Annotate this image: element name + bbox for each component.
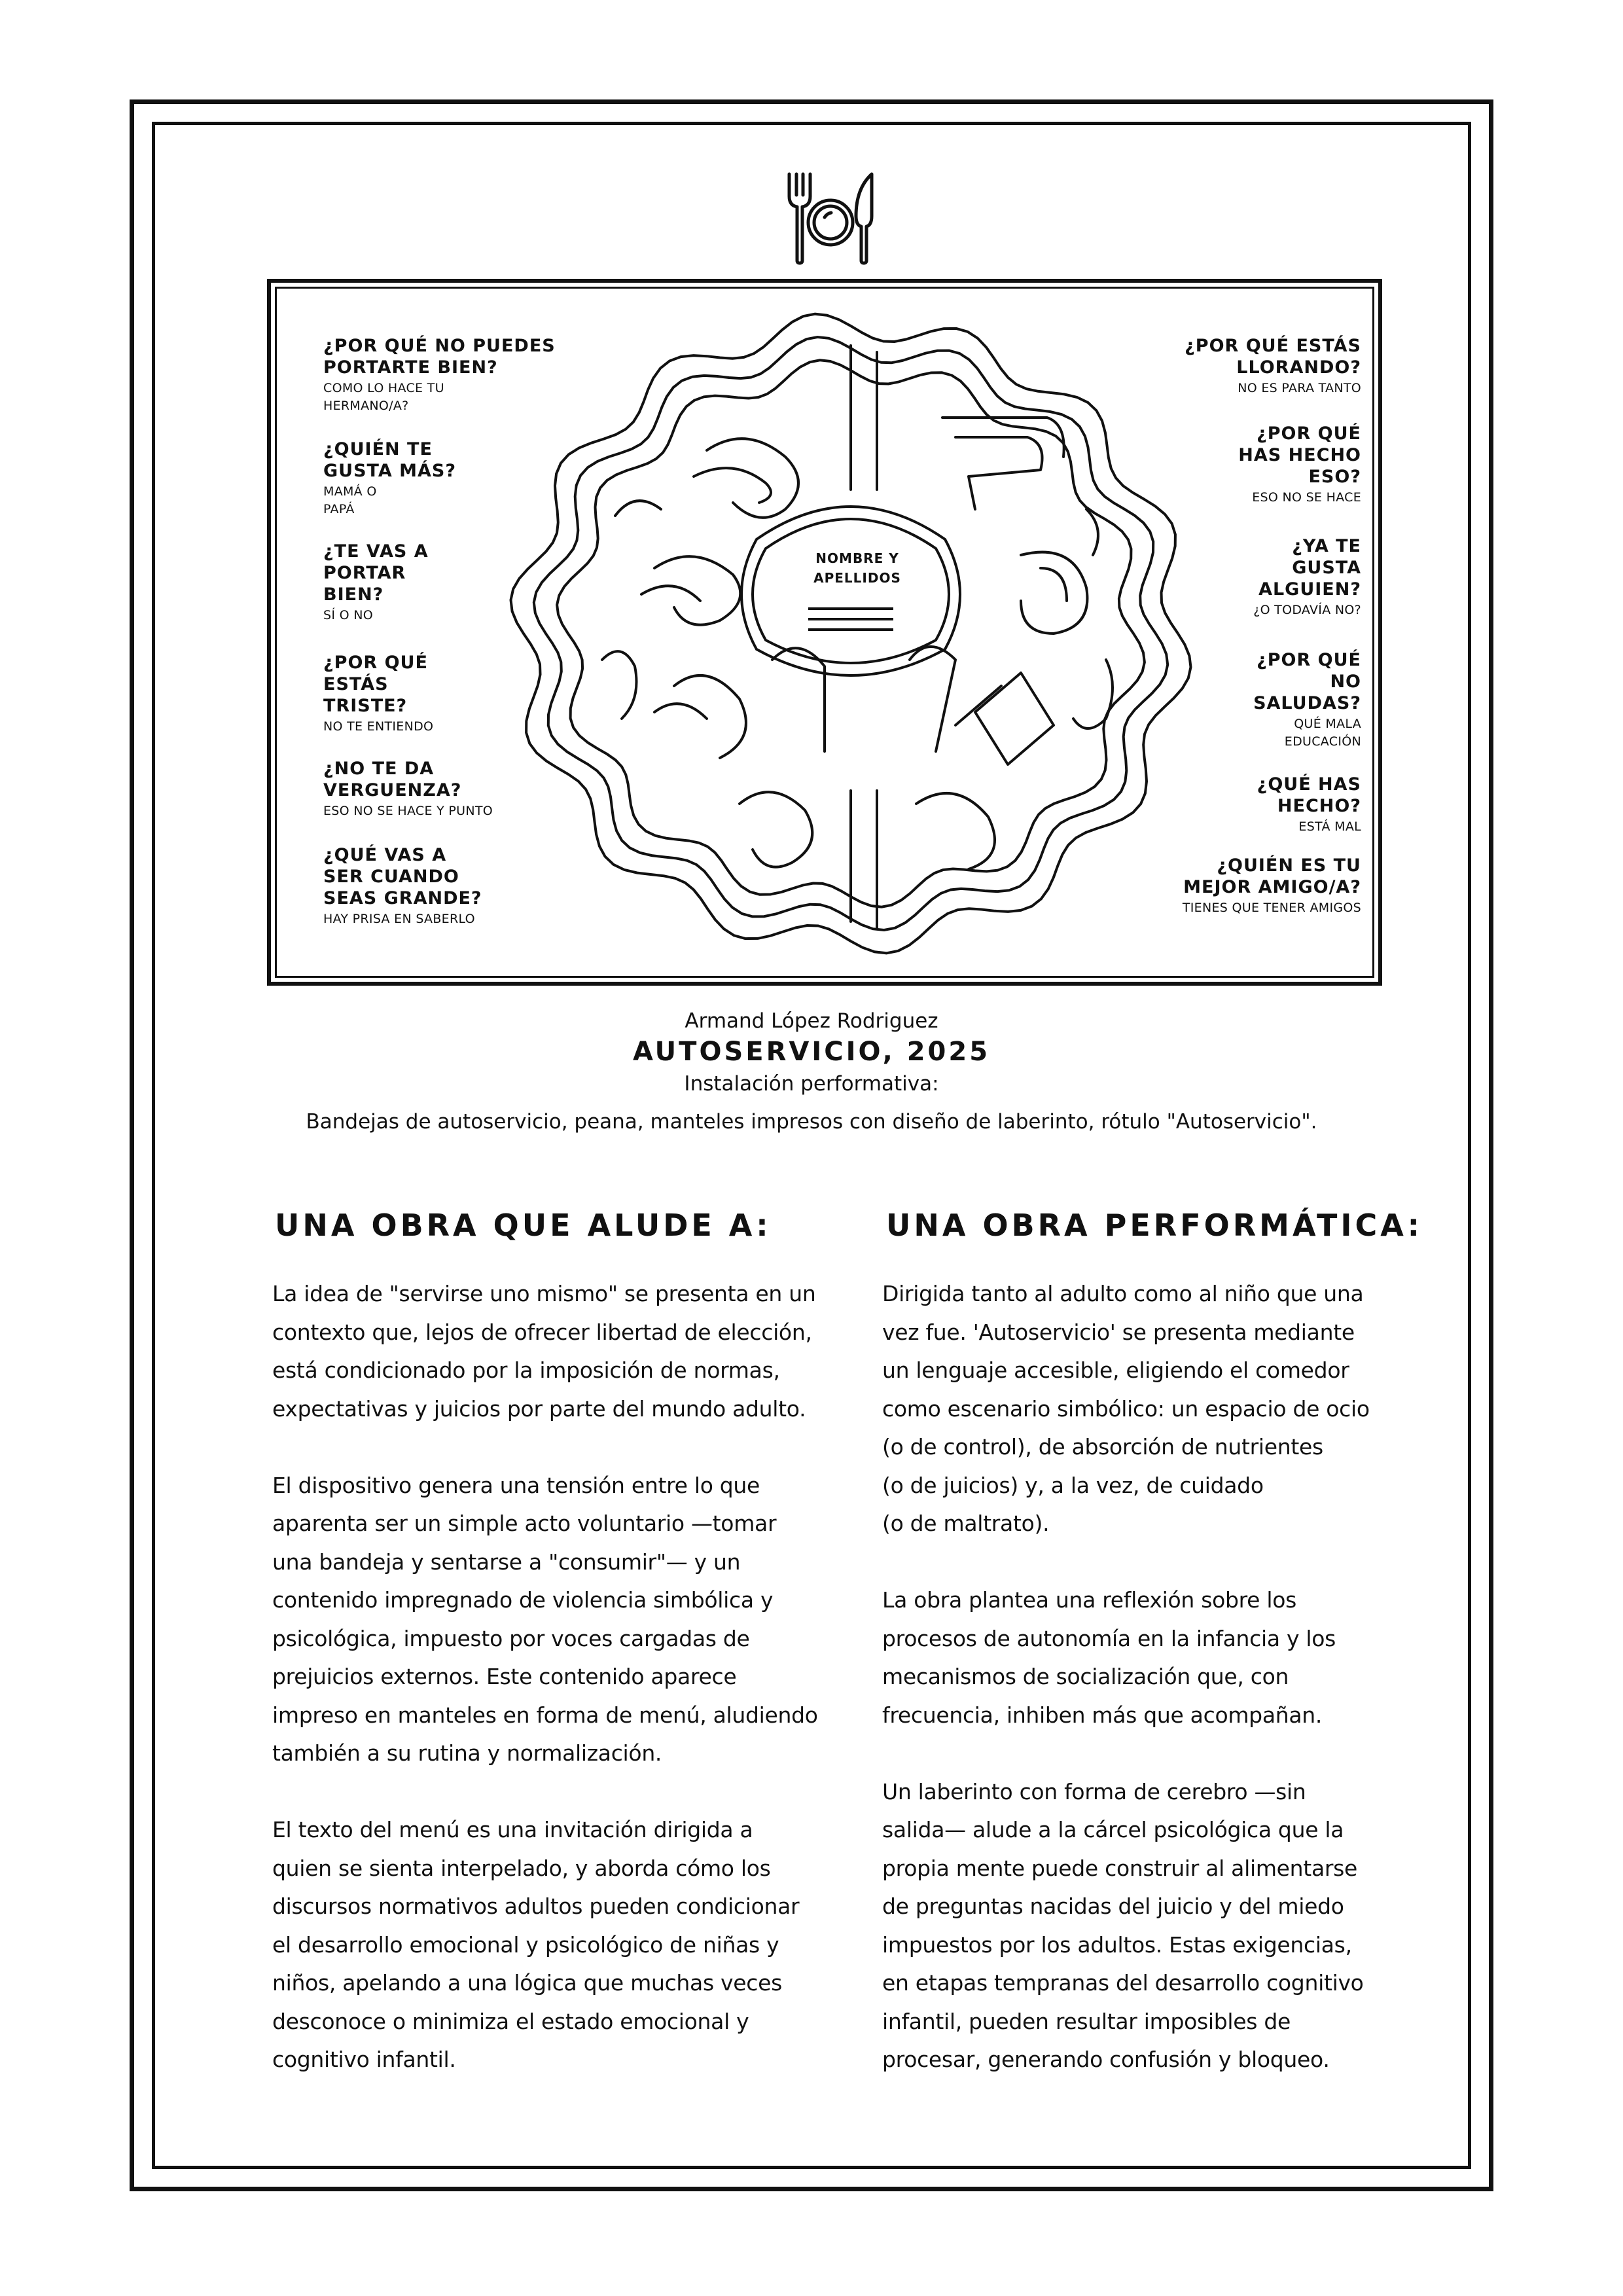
question-block <box>1106 774 1361 836</box>
paragraph-line: frecuencia, inhiben más que acompañan. <box>882 1702 1323 1728</box>
paragraph-line: de preguntas nacidas del juicio y del miedo <box>882 1893 1344 1919</box>
paragraph-line: vez fue. 'Autoservicio' se presenta mediante <box>882 1319 1355 1345</box>
question-block <box>323 541 559 624</box>
question-block <box>323 439 559 518</box>
question-block <box>1106 649 1361 751</box>
paragraph-line: (o de maltrato). <box>882 1511 1050 1536</box>
paragraph-line: quien se sienta interpelado, y aborda cómo los <box>272 1855 771 1881</box>
paragraph-line: procesar, generando confusión y bloqueo. <box>882 2047 1330 2072</box>
paragraph-line: impuestos por los adultos. Estas exigencias, <box>882 1931 1352 1958</box>
paragraph-gap <box>272 1428 835 1467</box>
paragraph-line: Un laberinto con forma de cerebro —sin <box>882 1778 1306 1804</box>
paragraph-gap <box>272 1773 835 1812</box>
question-block <box>1106 423 1361 507</box>
question-text: ¿YA TE GUSTA ALGUIEN? <box>1258 536 1361 600</box>
question-block <box>1106 335 1361 397</box>
question-block <box>323 652 559 736</box>
paragraph-line: una bandeja y sentarse a "consumir"— y un <box>272 1549 741 1575</box>
paragraph-line: salida— alude a la cárcel psicológica que la <box>882 1817 1344 1842</box>
artwork-title: AUTOSERVICIO, 2025 <box>632 1037 991 1067</box>
paragraph-line: niños, apelando a una lógica que muchas veces <box>272 1970 783 1996</box>
paragraph-gap <box>882 1734 1438 1773</box>
paragraph-line: desconoce o minimiza el estado emocional y <box>272 2008 749 2034</box>
question-text: ¿POR QUÉ ESTÁS TRISTE? <box>323 653 428 716</box>
question-block <box>1106 535 1361 619</box>
answer-text: QUÉ MALA EDUCACIÓN <box>1284 717 1361 749</box>
answer-text: ESTÁ MAL <box>1298 819 1361 834</box>
paragraph-line: el desarrollo emocional y psicológico de niñas y <box>272 1931 779 1958</box>
answer-text: HAY PRISA EN SABERLO <box>323 912 475 926</box>
question-text: ¿QUÉ HAS HECHO? <box>1257 774 1361 816</box>
artwork-medium-label: Instalación performativa: <box>684 1072 939 1096</box>
paragraph-line: La obra plantea una reflexión sobre los <box>882 1587 1297 1613</box>
question-text: ¿TE VAS A PORTAR BIEN? <box>323 541 429 605</box>
question-block <box>323 758 559 820</box>
answer-text: ¿O TODAVÍA NO? <box>1253 603 1361 617</box>
paragraph-line: El dispositivo genera una tensión entre lo que <box>272 1472 760 1498</box>
paragraph-line: Dirigida tanto al adulto como al niño que una <box>882 1281 1364 1306</box>
question-text: ¿QUÉ VAS A SER CUANDO SEAS GRANDE? <box>323 845 482 908</box>
paragraph-line: (o de juicios) y, a la vez, de cuidado <box>882 1472 1264 1498</box>
paragraph-line: mecanismos de socialización que, con <box>882 1664 1289 1689</box>
question-block <box>323 844 559 928</box>
plate-fork-knife-icon <box>783 170 878 266</box>
paragraph-line: El texto del menú es una invitación dirigida a <box>272 1817 753 1842</box>
artwork-materials: Bandejas de autoservicio, peana, manteles impresos con diseño de laberinto, rótulo "Autoservicio". <box>306 1110 1317 1134</box>
question-block <box>323 335 559 415</box>
paragraph-line: infantil, pueden resultar imposibles de <box>882 2008 1291 2034</box>
question-text: ¿POR QUÉ NO SALUDAS? <box>1253 650 1361 713</box>
paragraph-line: aparenta ser un simple acto voluntario —tomar <box>272 1511 777 1536</box>
paragraph-line: un lenguaje accesible, eligiendo el comedor <box>882 1357 1349 1383</box>
paragraph-line: en etapas tempranas del desarrollo cognitivo <box>882 1970 1364 1996</box>
question-text: ¿POR QUÉ ESTÁS LLORANDO? <box>1185 336 1361 378</box>
question-text: ¿QUIÉN ES TU MEJOR AMIGO/A? <box>1183 855 1361 897</box>
answer-text: TIENES QUE TENER AMIGOS <box>1182 901 1361 915</box>
answer-text: ESO NO SE HACE <box>1252 490 1361 505</box>
right-column-heading: UNA OBRA PERFORMÁTICA: <box>886 1208 1423 1243</box>
paragraph-line: como escenario simbólico: un espacio de ocio <box>882 1395 1370 1422</box>
question-text: ¿POR QUÉ HAS HECHO ESO? <box>1238 423 1361 487</box>
paragraph-line: discursos normativos adultos pueden condicionar <box>272 1893 800 1919</box>
paragraph-line: también a su rutina y normalización. <box>272 1740 662 1766</box>
paragraph-line: contenido impregnado de violencia simbólica y <box>272 1587 774 1613</box>
paragraph-line: impreso en manteles en forma de menú, aludiendo <box>272 1702 818 1728</box>
answer-text: COMO LO HACE TU HERMANO/A? <box>323 381 444 413</box>
name-field-label: NOMBRE Y APELLIDOS <box>813 550 901 586</box>
right-column-text <box>882 1275 1438 2079</box>
paragraph-line: contexto que, lejos de ofrecer libertad de elección, <box>272 1319 812 1345</box>
paragraph-line: La idea de "servirse uno mismo" se presenta en un <box>272 1281 816 1306</box>
answer-text: SÍ O NO <box>323 608 373 622</box>
answer-text: NO TE ENTIENDO <box>323 719 434 734</box>
paragraph-gap <box>882 1543 1438 1582</box>
answer-text: MAMÁ O PAPÁ <box>323 484 377 516</box>
answer-text: NO ES PARA TANTO <box>1238 381 1361 395</box>
answer-text: ESO NO SE HACE Y PUNTO <box>323 804 493 818</box>
left-column-heading: UNA OBRA QUE ALUDE A: <box>275 1208 772 1243</box>
question-text: ¿QUIÉN TE GUSTA MÁS? <box>323 439 457 481</box>
paragraph-line: está condicionado por la imposición de normas, <box>272 1357 780 1383</box>
paragraph-line: psicológica, impuesto por voces cargadas de <box>272 1625 750 1651</box>
paragraph-line: cognitivo infantil. <box>272 2047 456 2072</box>
question-text: ¿POR QUÉ NO PUEDES PORTARTE BIEN? <box>323 336 556 378</box>
question-block <box>1106 855 1361 917</box>
question-text: ¿NO TE DA VERGUENZA? <box>323 759 462 800</box>
paragraph-line: (o de control), de absorción de nutrientes <box>882 1434 1323 1460</box>
left-column-text <box>272 1275 835 2079</box>
paragraph-line: propia mente puede construir al alimentarse <box>882 1855 1358 1881</box>
paragraph-line: procesos de autonomía en la infancia y los <box>882 1625 1336 1651</box>
paragraph-line: expectativas y juicios por parte del mundo adulto. <box>272 1395 806 1422</box>
paragraph-line: prejuicios externos. Este contenido aparece <box>272 1664 737 1689</box>
artist-name: Armand López Rodriguez <box>685 1009 938 1033</box>
